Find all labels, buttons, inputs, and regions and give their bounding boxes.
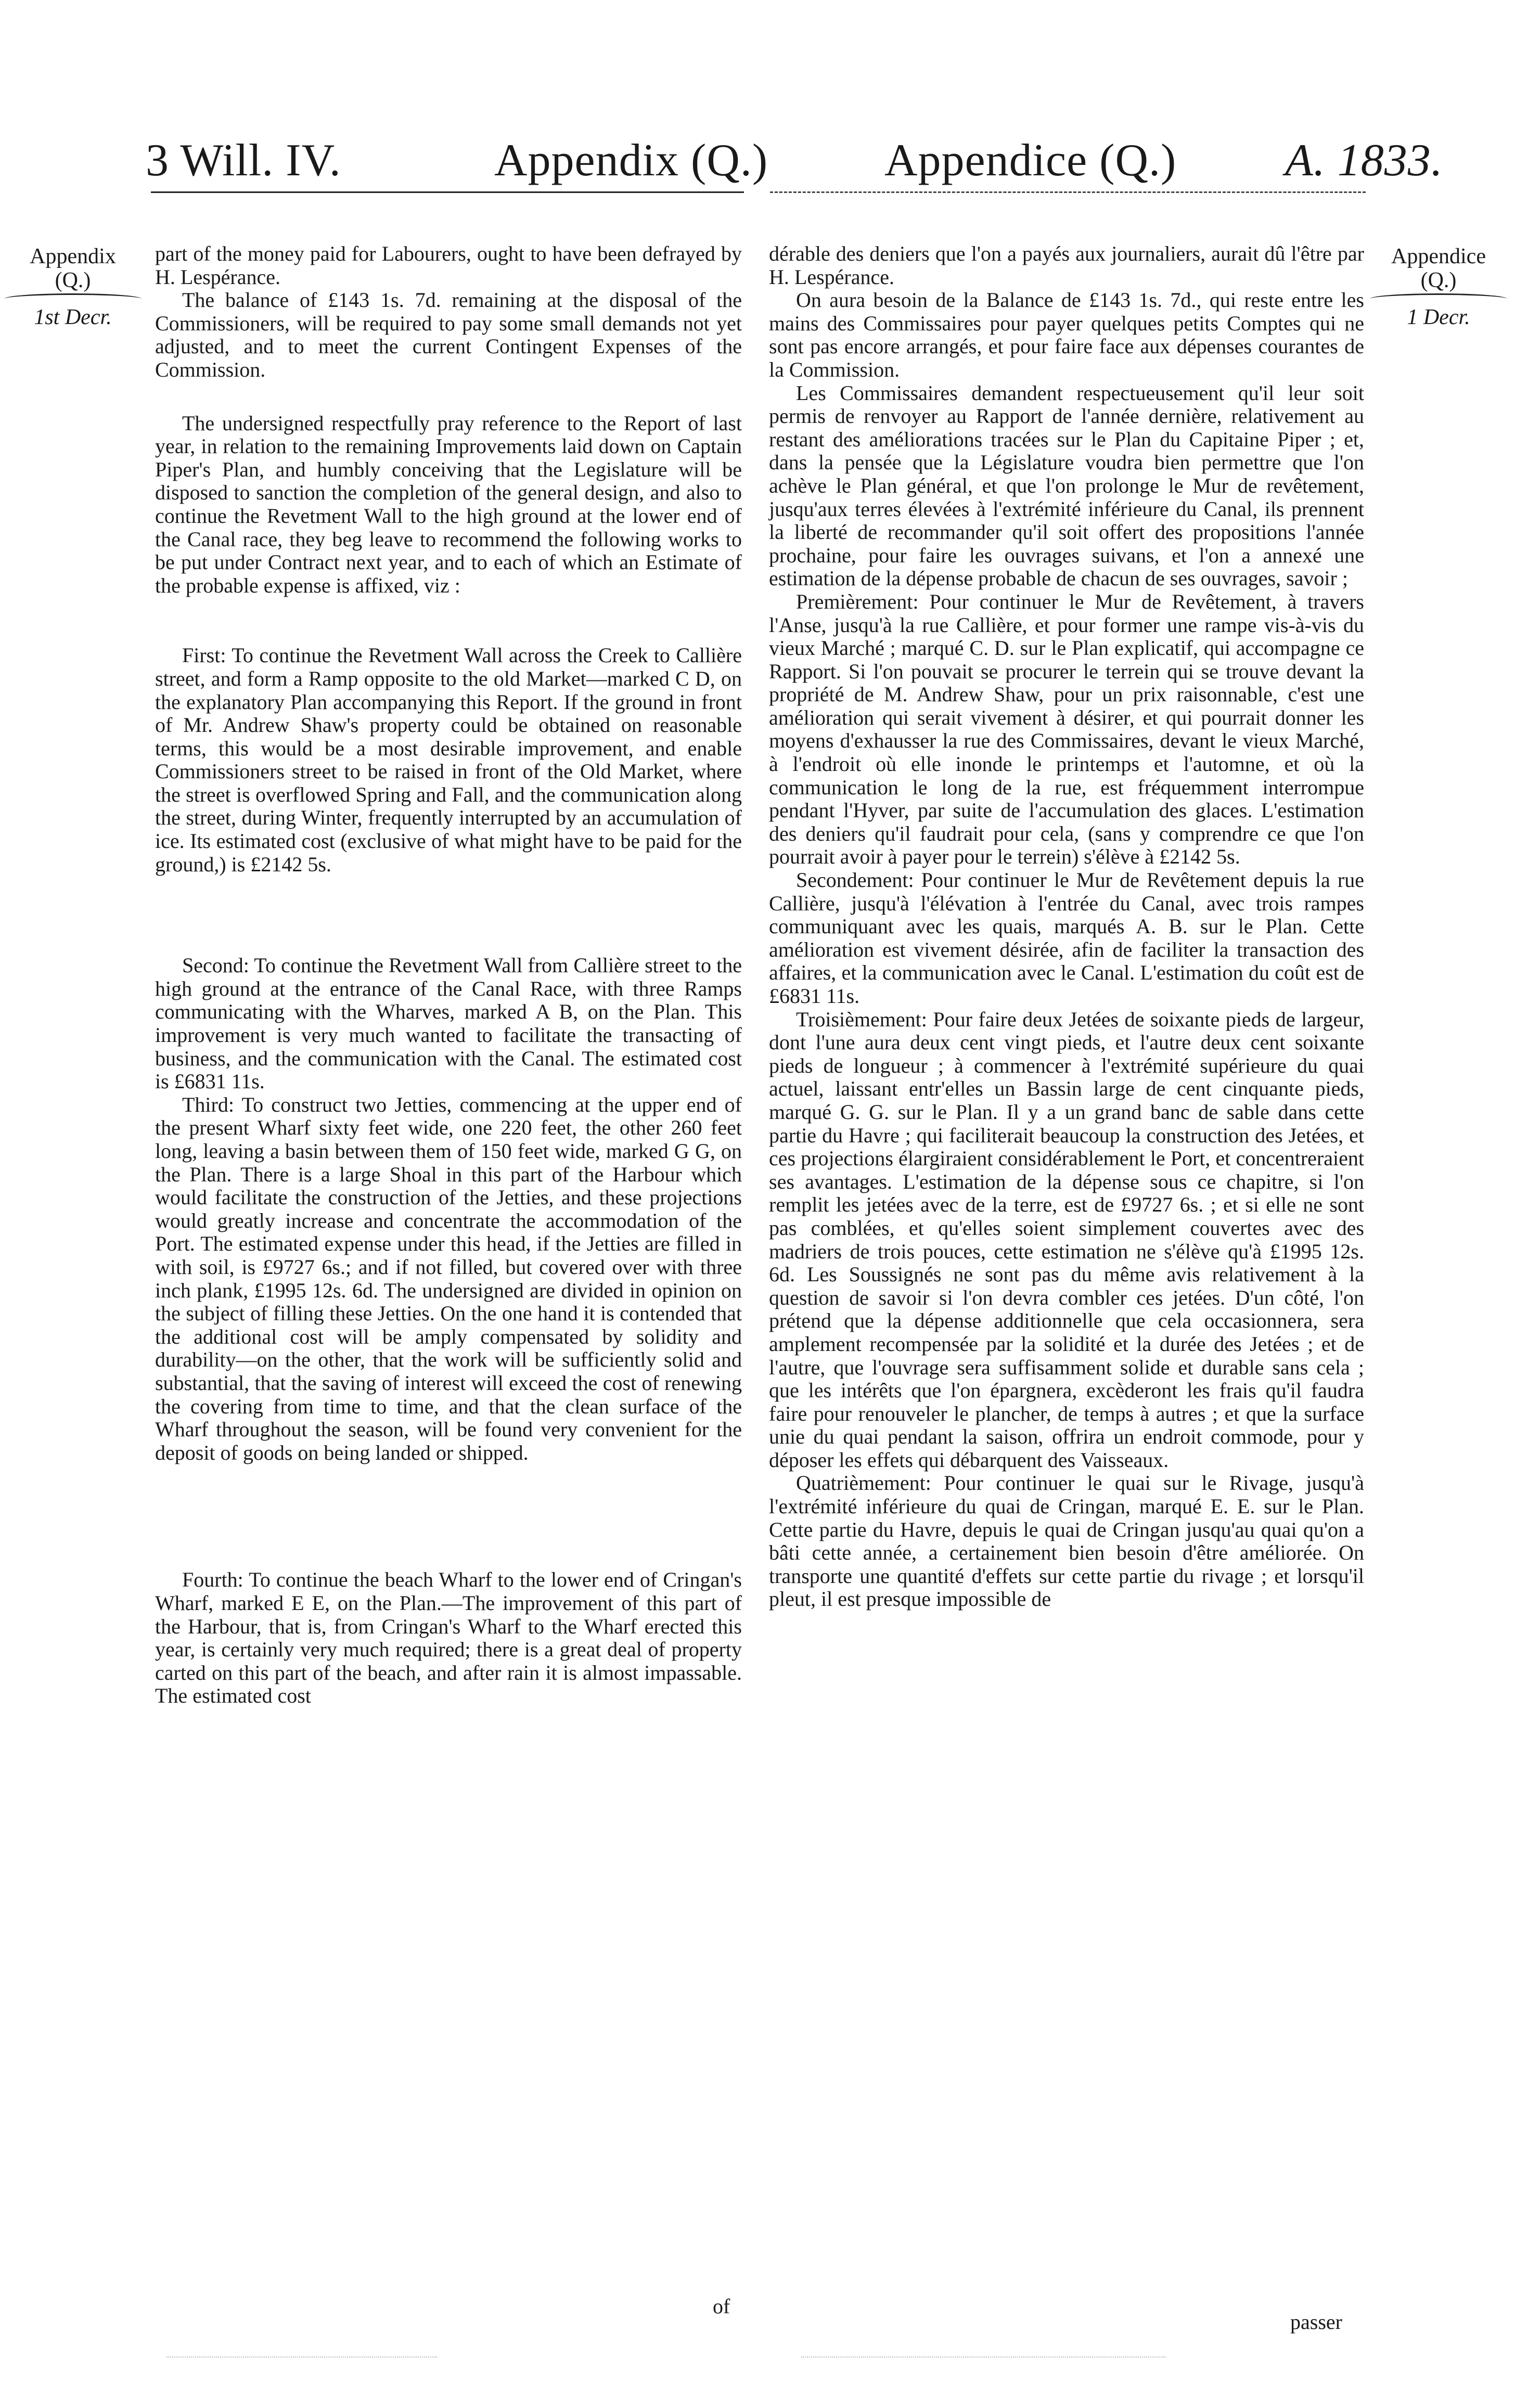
regnal-year-heading: 3 Will. IV. (146, 135, 341, 186)
english-paragraph: part of the money paid for Labourers, ought to have been defrayed by H. Lespérance. (155, 242, 742, 289)
bleed-through-mark (801, 2357, 1165, 2358)
header-rule-left (151, 191, 744, 193)
appendix-heading-english: Appendix (Q.) (494, 135, 768, 186)
english-paragraph: Third: To construct two Jetties, commencing at the upper end of the present Wharf sixty feet wide, one 220 feet, the other 260 feet long, leaving a basin between them of 150 feet wide, marked G G, on the Plan. There is a large Shoal in this part of the Harbour which would facilitate the construction of the Jetties, and these projections would greatly increase and concentrate the accommodation of the Port. The estimated expense under this head, if the Jetties are filled in with soil, is £9727 6s.; and if not filled, but covered over with three inch plank, £1995 12s. 6d. The undersigned are divided in opinion on the subject of filling these Jetties. On the one hand it is contended that the additional cost will be amply compensated by solidity and durability—on the other, that the work will be sufficiently solid and substantial, that the saving of interest will exceed the cost of renewing the covering from time to time, and that the clean surface of the Wharf throughout the season, will be found very convenient for the deposit of goods on being landed or shipped. (155, 1092, 742, 1464)
english-column (155, 242, 742, 1708)
margin-appendix-letter: (Q.) (1420, 268, 1457, 292)
margin-date: 1 Decr. (1407, 305, 1470, 329)
right-margin-note (1366, 244, 1511, 329)
left-margin-note (0, 244, 146, 329)
year-heading: A. 1833. (1285, 135, 1443, 186)
bleed-through-mark (166, 2357, 437, 2358)
french-paragraph: dérable des deniers que l'on a payés aux journaliers, aurait dû l'être par H. Lespérance. (769, 242, 1364, 289)
margin-appendix-label: Appendix (30, 244, 116, 268)
english-paragraph: The balance of £143 1s. 7d. remaining at the disposal of the Commissioners, will be required to pay some small demands not yet adjusted, and to meet the current Contingent Expenses of the Commission. (155, 288, 742, 381)
french-catchword: passer (1290, 2310, 1342, 2334)
header-rule-right (770, 191, 1366, 193)
english-paragraph: The undersigned respectfully pray reference to the Report of last year, in relation to the remaining Improvements laid down on Captain Piper's Plan, and humbly conceiving that the Legislature will be disposed to sanction the completion of the general design, and also to continue the Revetment Wall to the high ground at the lower end of the Canal race, they beg leave to recommend the following works to be put under Contract next year, and to each of which an Estimate of the probable expense is affixed, viz : (155, 411, 742, 597)
margin-brace (1370, 293, 1507, 304)
french-paragraph: Secondement: Pour continuer le Mur de Revêtement depuis la rue Callière, jusqu'à l'élévation à l'entrée du Canal, avec trois rampes communiquant avec les quais, marqués A. B. sur le Plan. Cette amélioration est vivement désirée, afin de faciliter la transaction des affaires, et la communication avec le Canal. L'estimation du coût est de £6831 11s. (769, 868, 1364, 1008)
french-paragraph: Quatrièmement: Pour continuer le quai sur le Rivage, jusqu'à l'extrémité inférieure du quai de Cringan, marqué E. E. sur le Plan. Cette partie du Havre, depuis le quai de Cringan jusqu'au quai qu'on a bâti cette année, a certainement bien besoin d'être améliorée. On transporte une quantité d'effets sur cette partie du rivage ; et lorsqu'il pleut, il est presque impossible de (769, 1471, 1364, 1611)
french-paragraph: Premièrement: Pour continuer le Mur de Revêtement, à travers l'Anse, jusqu'à la rue Callière, et pour former une rampe vis-à-vis du vieux Marché ; marqué C. D. sur le Plan explicatif, qui accompagne ce Rapport. Si l'on pouvait se procurer le terrein qui se trouve devant la propriété de M. Andrew Shaw, pour un prix raisonnable, c'est une amélioration qui serait vivement à désirer, et qui pourrait donner les moyens d'exhausser la rue des Commissaires, devant le vieux Marché, à l'endroit où elle inonde le printemps et l'automne, et où la communication le long de la rue, est fréquemment interrompue pendant l'Hyver, par suite de l'accumulation des glaces. L'estimation des deniers qu'il faudrait pour cela, (sans y comprendre ce que l'on pourrait avoir à payer pour le terrein) s'élève à £2142 5s. (769, 589, 1364, 869)
english-paragraph: Second: To continue the Revetment Wall from Callière street to the high ground at the entrance of the Canal Race, with three Ramps communicating with the Wharves, marked A B, on the Plan. This improvement is very much wanted to facilitate the transacting of business, and the communication with the Canal. The estimated cost is £6831 11s. (155, 954, 742, 1093)
margin-date: 1st Decr. (34, 305, 112, 329)
english-paragraph: Fourth: To continue the beach Wharf to the lower end of Cringan's Wharf, marked E E, on the Plan.—The improvement of this part of the Harbour, that is, from Cringan's Wharf to the Wharf erected this year, is certainly very much required; there is a great deal of property carted on this part of the beach, and after rain it is almost impassable. The estimated cost (155, 1568, 742, 1708)
french-column (769, 242, 1364, 1611)
appendix-heading-french: Appendice (Q.) (884, 135, 1177, 186)
french-paragraph: Les Commissaires demandent respectueusement qu'il leur soit permis de renvoyer au Rapport de l'année dernière, relativement au restant des améliorations tracées sur le Plan du Capitaine Piper ; et, dans la pensée que la Législature voudra bien permettre que l'on achève le Plan général, et que l'on prolonge le Mur de revêtement, jusqu'aux terres élevées à l'extrémité inférieure du Canal, ils prennent la liberté de recommander qu'il soit offert des propositions l'année prochaine, pour faire les ouvrages suivans, et l'on a annexé une estimation de la dépense probable de chacun de ses ouvrages, savoir ; (769, 381, 1364, 590)
margin-appendix-letter: (Q.) (55, 268, 91, 292)
french-paragraph: On aura besoin de la Balance de £143 1s. 7d., qui reste entre les mains des Commissaires pour payer quelques petits Comptes qui ne sont pas encore arrangés, et pour faire face aux dépenses courantes de la Commission. (769, 288, 1364, 381)
french-paragraph: Troisièmement: Pour faire deux Jetées de soixante pieds de largeur, dont l'une aura deux cent vingt pieds, et l'autre deux cent soixante pieds de longueur ; à commencer à l'extrémité supérieure du quai actuel, laissant entr'elles un Bassin large de cent cinquante pieds, marqué G. G. sur le Plan. Il y a un grand banc de sable dans cette partie du Havre ; qui faciliterait beaucoup la construction des Jetées, et ces projections élargiraient considérablement le Port, et concentreraient ses avantages. L'estimation de la dépense sous ce chapitre, si l'on remplit les jetées avec de la terre, est de £9727 6s. ; et si elle ne sont pas comblées, et qu'elles soient simplement couvertes avec des madriers de trois pouces, cette estimation ne s'élève qu'à £1995 12s. 6d. Les Soussignés ne sont pas du même avis relativement à la question de savoir si l'on devra combler ces jetées. D'un côté, l'on prétend que la dépense additionnelle que cela occasionnera, sera amplement recompensée par la solidité et la durée des Jetées ; et de l'autre, que l'ouvrage sera suffisamment solide et durable sans cela ; que les intérêts que l'on épargnera, excèderont les frais qu'il faudra faire pour renouveler le plancher, de temps à autres ; et que la surface unie du quai pendant la saison, offrira un endroit commode, pour y déposer les effets qui débarquent des Vaisseaux. (769, 1007, 1364, 1472)
margin-brace (4, 293, 142, 304)
english-catchword: of (713, 2295, 730, 2318)
margin-appendix-label: Appendice (1391, 244, 1486, 268)
english-paragraph: First: To continue the Revetment Wall across the Creek to Callière street, and form a Ramp opposite to the old Market—marked C D, on the explanatory Plan accompanying this Report. If the ground in front of Mr. Andrew Shaw's property could be obtained on reasonable terms, this would be a most desirable improvement, and enable Commissioners street to be raised in front of the Old Market, where the street is overflowed Spring and Fall, and the communication along the street, during Winter, frequently interrupted by an accumulation of ice. Its estimated cost (exclusive of what might have to be paid for the ground,) is £2142 5s. (155, 643, 742, 876)
